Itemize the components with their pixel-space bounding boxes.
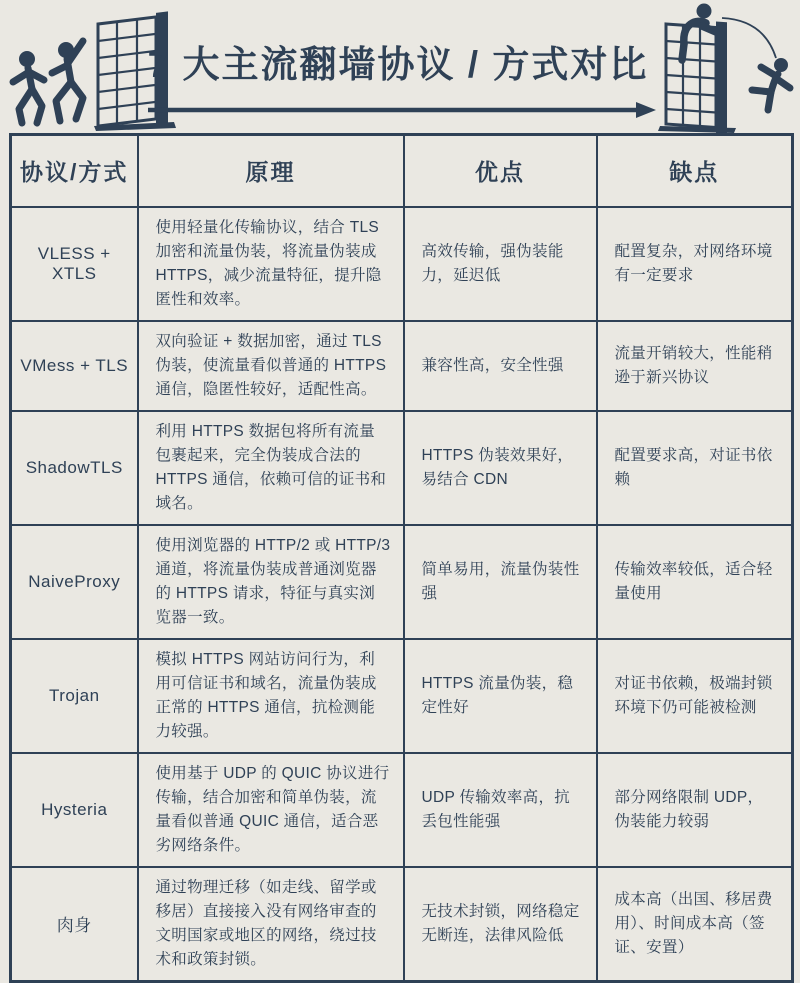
protocol-principle: 模拟 HTTPS 网站访问行为，利用可信证书和域名，流量伪装成正常的 HTTPS 通信，抗检测能力较强。 xyxy=(138,639,404,753)
column-header-principle: 原理 xyxy=(138,135,404,207)
protocol-name: Hysteria xyxy=(11,753,138,867)
protocol-cons: 配置要求高，对证书依赖 xyxy=(597,411,793,525)
protocol-name: ShadowTLS xyxy=(11,411,138,525)
person-over-wall-icon xyxy=(644,2,796,134)
protocol-pros: 高效传输，强伪装能力，延迟低 xyxy=(404,207,597,321)
protocol-cons: 部分网络限制 UDP，伪装能力较弱 xyxy=(597,753,793,867)
protocol-name: 肉身 xyxy=(11,867,138,982)
protocol-principle: 双向验证 + 数据加密，通过 TLS 伪装，使流量看似普通的 HTTPS 通信，隐匿性较好，适配性高。 xyxy=(138,321,404,411)
protocol-cons: 配置复杂，对网络环境有一定要求 xyxy=(597,207,793,321)
protocol-principle: 使用浏览器的 HTTP/2 或 HTTP/3 通道，将流量伪装成普通浏览器的 HTTPS 请求，特征与真实浏览器一致。 xyxy=(138,525,404,639)
header-banner xyxy=(0,0,800,133)
protocol-name: Trojan xyxy=(11,639,138,753)
direction-arrow-icon xyxy=(146,101,658,119)
protocol-name: VLESS + XTLS xyxy=(11,207,138,321)
column-header-protocol: 协议/方式 xyxy=(11,135,138,207)
table-row xyxy=(11,207,793,321)
table-body xyxy=(11,207,793,982)
protocol-comparison-table xyxy=(9,133,794,983)
protocol-principle: 通过物理迁移（如走线、留学或移居）直接接入没有网络审查的文明国家或地区的网络，绕过技术和政策封锁。 xyxy=(138,867,404,982)
protocol-pros: HTTPS 伪装效果好，易结合 CDN xyxy=(404,411,597,525)
protocol-name: NaiveProxy xyxy=(11,525,138,639)
protocol-cons: 对证书依赖，极端封锁环境下仍可能被检测 xyxy=(597,639,793,753)
protocol-pros: UDP 传输效率高，抗丢包性能强 xyxy=(404,753,597,867)
protocol-cons: 成本高（出国、移居费用）、时间成本高（签证、安置） xyxy=(597,867,793,982)
protocol-cons: 流量开销较大，性能稍逊于新兴协议 xyxy=(597,321,793,411)
table-header-row xyxy=(11,135,793,207)
table-row xyxy=(11,753,793,867)
protocol-principle: 利用 HTTPS 数据包将所有流量包裹起来，完全伪装成合法的 HTTPS 通信，依赖可信的证书和域名。 xyxy=(138,411,404,525)
protocol-pros: 简单易用，流量伪装性强 xyxy=(404,525,597,639)
table-row xyxy=(11,525,793,639)
column-header-cons: 缺点 xyxy=(597,135,793,207)
table-row xyxy=(11,321,793,411)
protocol-principle: 使用轻量化传输协议，结合 TLS 加密和流量伪装，将流量伪装成 HTTPS，减少流量特征，提升隐匿性和效率。 xyxy=(138,207,404,321)
protocol-pros: 无技术封锁，网络稳定无断连，法律风险低 xyxy=(404,867,597,982)
protocol-name: VMess + TLS xyxy=(11,321,138,411)
protocol-cons: 传输效率较低，适合轻量使用 xyxy=(597,525,793,639)
table-row xyxy=(11,411,793,525)
table-row xyxy=(11,867,793,982)
protocol-pros: 兼容性高，安全性强 xyxy=(404,321,597,411)
column-header-pros: 优点 xyxy=(404,135,597,207)
table-row xyxy=(11,639,793,753)
page-title: 7 大主流翻墙协议 / 方式对比 xyxy=(147,44,649,85)
protocol-pros: HTTPS 流量伪装，稳定性好 xyxy=(404,639,597,753)
protocol-principle: 使用基于 UDP 的 QUIC 协议进行传输，结合加密和简单伪装，流量看似普通 QUIC 通信，适合恶劣网络条件。 xyxy=(138,753,404,867)
